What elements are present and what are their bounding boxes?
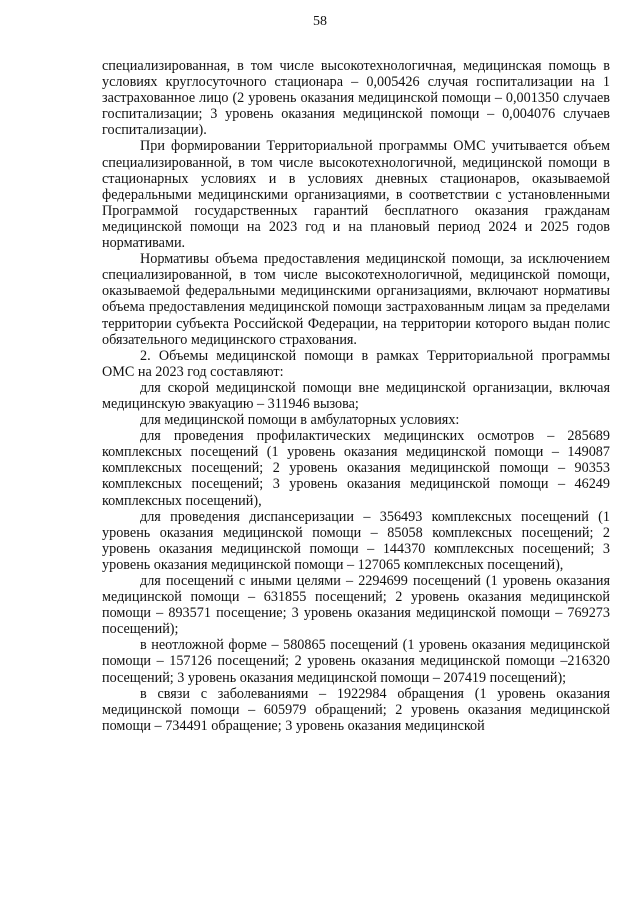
- paragraph-5: для скорой медицинской помощи вне медицинской организации, включая медицинскую эвакуацию – 311946 вызова;: [102, 379, 610, 412]
- paragraph-10: в неотложной форме – 580865 посещений (1 уровень оказания медицинской помощи – 157126 посещений; 2 уровень оказания медицинской помощи –216320 посещений; 3 уровень оказания медицинской помощи – 207419 посещений);: [102, 637, 610, 686]
- paragraph-11: в связи с заболеваниями – 1922984 обращения (1 уровень оказания медицинской помощи – 605979 обращений; 2 уровень оказания медицинской помощи – 734491 обращение; 3 уровень оказания медицинской: [102, 685, 610, 734]
- document-body: [102, 58, 610, 734]
- paragraph-6: для медицинской помощи в амбулаторных условиях:: [140, 412, 460, 429]
- paragraph-3: Нормативы объема предоставления медицинской помощи, за исключением специализированной, в том числе высокотехнологичной, медицинской помощи, оказываемой федеральными медицинскими организациями, включают нормативы объема предоставления медицинской помощи застрахованным лицам за пределами территории субъекта Российской Федерации, на территории которого выдан полис обязательного медицинского страхования.: [102, 251, 610, 348]
- paragraph-2: При формировании Территориальной программы ОМС учитывается объем специализированной, в том числе высокотехнологичной, медицинской помощи в стационарных условиях и в условиях дневных стационаров, оказываемой федеральными медицинскими организациями, в соответствии с установленными Программой государственных гарантий бесплатного оказания гражданам медицинской помощи на 2023 год и на плановый период 2024 и 2025 годов нормативами.: [102, 138, 610, 252]
- paragraph-1: специализированная, в том числе высокотехнологичная, медицинская помощь в условиях круглосуточного стационара – 0,005426 случая госпитализации на 1 застрахованное лицо (2 уровень оказания медицинской помощи – 0,001350 случаев госпитализации; 3 уровень оказания медицинской помощи – 0,004076 случаев госпитализации).: [102, 58, 610, 139]
- page-number: 58: [313, 14, 327, 29]
- paragraph-4: 2. Объемы медицинской помощи в рамках Территориальной программы ОМС на 2023 год составляют:: [102, 347, 610, 380]
- paragraph-9: для посещений с иными целями – 2294699 посещений (1 уровень оказания медицинской помощи – 631855 посещений; 2 уровень оказания медицинской помощи – 893571 посещение; 3 уровень оказания медицинской помощи – 769273 посещений);: [102, 573, 610, 638]
- paragraph-7: для проведения профилактических медицинских осмотров – 285689 комплексных посещений (1 уровень оказания медицинской помощи – 149087 комплексных посещений; 2 уровень оказания медицинской помощи – 90353 комплексных посещений; 3 уровень оказания медицинской помощи – 46249 комплексных посещений),: [102, 428, 610, 509]
- paragraph-8: для проведения диспансеризации – 356493 комплексных посещений (1 уровень оказания медицинской помощи – 85058 комплексных посещений; 2 уровень оказания медицинской помощи – 144370 комплексных посещений; 3 уровень оказания медицинской помощи – 127065 комплексных посещений),: [102, 508, 610, 573]
